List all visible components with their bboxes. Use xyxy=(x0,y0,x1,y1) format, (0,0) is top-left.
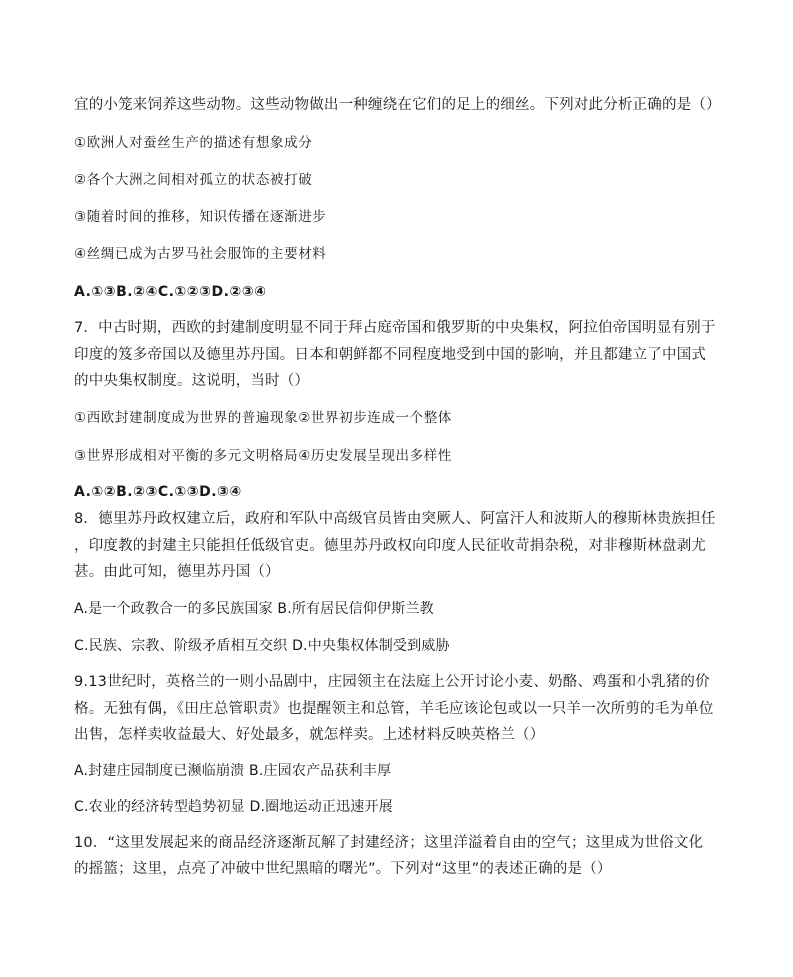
q7-options: A.①②B.②③C.①③D.③④ xyxy=(74,484,242,500)
q6-statement-1: ①欧洲人对蚕丝生产的描述有想象成分 xyxy=(74,135,313,151)
q9-stem-line-2: 格。无独有偶，《田庄总管职责》也提醒领主和总管，羊毛应该论包或以一只羊一次所剪的毛为单位 xyxy=(74,701,714,717)
q8-stem-line-1: 8．德里苏丹政权建立后，政府和军队中高级官员皆由突厥人、阿富汗人和波斯人的穆斯林贵族担任 xyxy=(74,511,716,527)
q6-statement-4: ④丝绸已成为古罗马社会服饰的主要材料 xyxy=(74,246,327,262)
q6-statement-3: ③随着时间的推移，知识传播在逐渐进步 xyxy=(74,209,327,225)
q7-stem-line-2: 印度的笈多帝国以及德里苏丹国。日本和朝鲜都不同程度地受到中国的影响，并且都建立了中国式 xyxy=(74,347,707,363)
q8-options-cd: C.民族、宗教、阶级矛盾相互交织 D.中央集权体制受到威胁 xyxy=(74,638,450,654)
q7-stem-line-1: 7．中古时期，西欧的封建制度明显不同于拜占庭帝国和俄罗斯的中央集权，阿拉伯帝国明显有别于 xyxy=(74,320,716,336)
q6-statement-2: ②各个大洲之间相对孤立的状态被打破 xyxy=(74,172,313,188)
q6-stem-tail: 宜的小笼来饲养这些动物。这些动物做出一种缠绕在它们的足上的细丝。下列对此分析正确的是（） xyxy=(74,97,721,113)
q7-stem-line-3: 的中央集权制度。这说明，当时（） xyxy=(74,373,310,389)
q7-statement-1: ①西欧封建制度成为世界的普遍现象②世界初步连成一个整体 xyxy=(74,410,452,426)
q8-stem-line-3: 甚。由此可知，德里苏丹国（） xyxy=(74,564,280,580)
q8-options-ab: A.是一个政教合一的多民族国家 B.所有居民信仰伊斯兰教 xyxy=(74,601,434,617)
q6-options: A.①③B.②④C.①②③D.②③④ xyxy=(74,284,267,300)
q9-options-cd: C.农业的经济转型趋势初显 D.圈地运动正迅速开展 xyxy=(74,799,393,815)
q8-stem-line-2: ，印度教的封建主只能担任低级官吏。德里苏丹政权向印度人民征收苛捐杂税，对非穆斯林盘剥尤 xyxy=(74,538,707,554)
q10-stem-line-2: 的摇篮；这里，点亮了冲破中世纪黑暗的曙光”。下列对“这里”的表述正确的是（） xyxy=(74,861,612,877)
q9-stem-line-1: 9.13世纪时，英格兰的一则小品剧中，庄园领主在法庭上公开讨论小麦、奶酪、鸡蛋和小乳猪的价 xyxy=(74,674,710,690)
q9-options-ab: A.封建庄园制度已濒临崩溃 B.庄园农产品获利丰厚 xyxy=(74,763,392,779)
q10-stem-line-1: 10．“这里发展起来的商品经济逐渐瓦解了封建经济；这里洋溢着自由的空气；这里成为世俗文化 xyxy=(74,835,704,851)
q7-statement-2: ③世界形成相对平衡的多元文明格局④历史发展呈现出多样性 xyxy=(74,448,452,464)
q9-stem-line-3: 出售，怎样卖收益最大、好处最多，就怎样卖。上述材料反映英格兰（） xyxy=(74,727,545,743)
